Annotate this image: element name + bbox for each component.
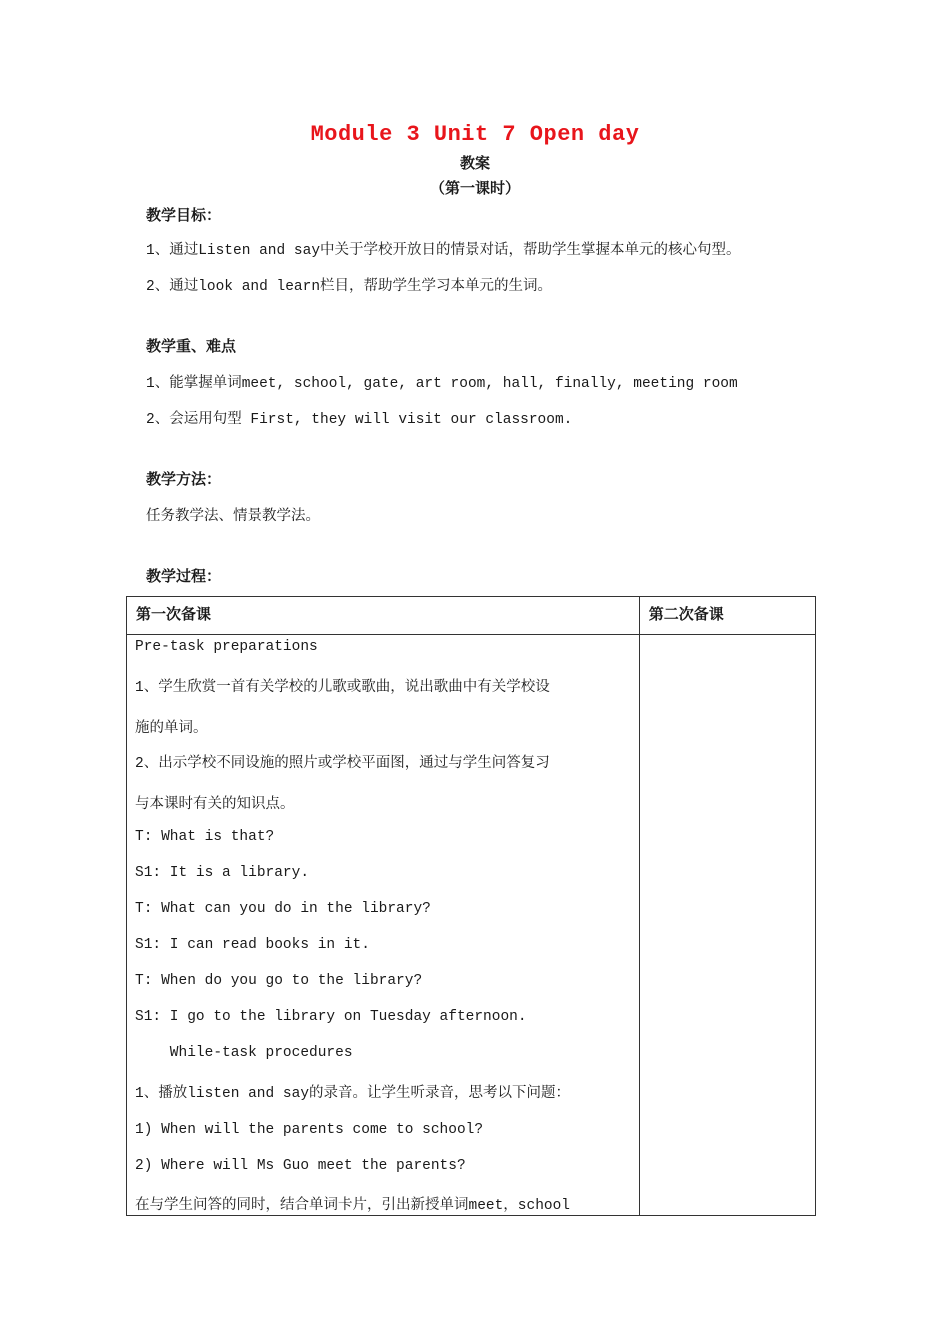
key-point-item: 2、会运用句型 First, they will visit our classroom.: [146, 412, 573, 428]
table-line: While-task procedures: [135, 1045, 353, 1061]
table-line: 1、播放listen and say的录音。让学生听录音，思考以下问题：: [135, 1086, 571, 1102]
header-second-preparation: 第二次备课: [639, 597, 815, 635]
table-line: 2、出示学校不同设施的照片或学校平面图，通过与学生问答复习: [135, 756, 550, 772]
objective-item: 2、通过look and learn栏目，帮助学生学习本单元的生词。: [146, 279, 553, 295]
objective-item: 1、通过Listen and say中关于学校开放日的情景对话，帮助学生掌握本单元的核心句型。: [146, 243, 741, 259]
table-line: T: When do you go to the library?: [135, 973, 423, 989]
table-line: S1: I go to the library on Tuesday afternoon.: [135, 1009, 527, 1025]
methods-heading: 教学方法：: [146, 470, 222, 488]
table-line: S1: I can read books in it.: [135, 937, 370, 953]
lesson-period: （第一课时）: [429, 179, 520, 197]
lesson-process-table: [126, 596, 816, 1216]
table-line: 1、学生欣赏一首有关学校的儿歌或歌曲，说出歌曲中有关学校设: [135, 680, 550, 696]
process-heading: 教学过程：: [146, 567, 222, 585]
objectives-heading: 教学目标：: [146, 206, 222, 224]
second-preparation-content: [639, 635, 815, 1216]
methods-item: 任务教学法、情景教学法。: [146, 508, 320, 524]
table-line: 在与学生问答的同时，结合单词卡片，引出新授单词meet，school: [135, 1198, 571, 1214]
document-title: Module 3 Unit 7 Open day: [310, 122, 640, 147]
table-line: 1) When will the parents come to school?: [135, 1122, 484, 1138]
document-subtitle: 教案: [459, 154, 490, 172]
key-point-item: 1、能掌握单词meet, school, gate, art room, hall, finally, meeting room: [146, 376, 738, 392]
key-points-heading: 教学重、难点: [146, 337, 237, 355]
table-line: T: What can you do in the library?: [135, 901, 431, 917]
table-line: S1: It is a library.: [135, 865, 310, 881]
header-first-preparation: 第一次备课: [127, 597, 640, 635]
table-line: 2) Where will Ms Guo meet the parents?: [135, 1158, 466, 1174]
table-line: 施的单词。: [135, 721, 208, 737]
first-preparation-content: [127, 635, 640, 1216]
table-line: T: What is that?: [135, 829, 275, 845]
table-line: 与本课时有关的知识点。: [135, 797, 295, 813]
table-line: Pre-task preparations: [135, 639, 318, 655]
